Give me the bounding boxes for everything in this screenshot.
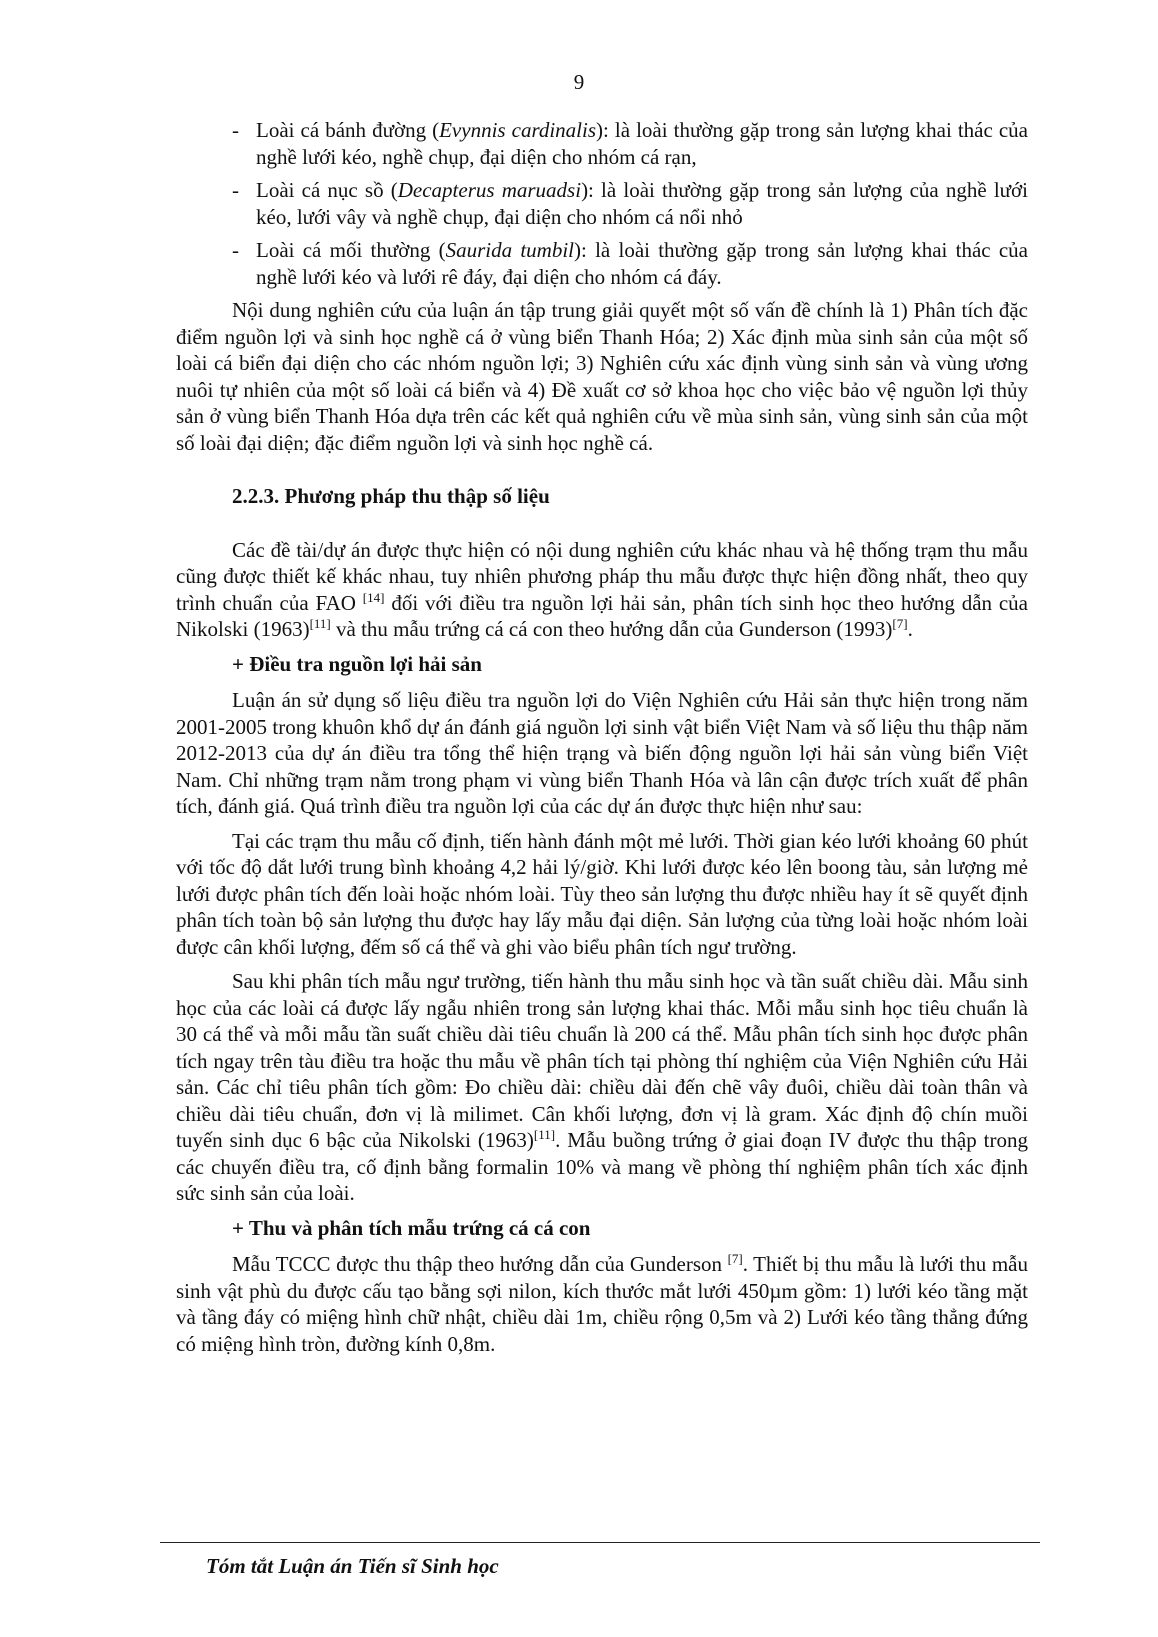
bullet-text-post: ): là loài thường gặp trong sản lượng khai thác của nghề lưới kéo và lưới rê đáy, đại diện cho nhóm cá đáy.: [256, 238, 1028, 289]
footer-divider: [160, 1542, 1040, 1543]
citation-ref: [11]: [533, 1127, 556, 1142]
bullet-text-pre: Loài cá nục sồ (: [256, 178, 398, 202]
page-body: [176, 117, 1028, 1357]
bullet-dash: -: [232, 178, 239, 202]
paragraph-survey-data: Luận án sử dụng số liệu điều tra nguồn lợi do Viện Nghiên cứu Hải sản thực hiện trong năm 2001-2005 trong khuôn khổ dự án đánh giá nguồn lợi sinh vật biển Việt Nam và số liệu thu thập năm 2012-2013 của dự án điều tra tổng thể hiện trạng và biến động nguồn lợi hải sản vùng biển Việt Nam. Chỉ những trạm nằm trong phạm vi vùng biển Thanh Hóa và lân cận được trích xuất để phân tích, đánh giá. Quá trình điều tra nguồn lợi của các dự án được thực hiện như sau:: [176, 688, 1028, 818]
bullet-text-post: ): là loài thường gặp trong sản lượng khai thác của nghề lưới kéo, nghề chụp, đại diện cho nhóm cá rạn,: [256, 118, 1028, 169]
citation-ref: [7]: [892, 616, 908, 631]
citation-ref: [11]: [309, 616, 331, 631]
text-run: và thu mẫu trứng cá cá con theo hướng dẫn của Gunderson (1993): [330, 617, 893, 641]
bullet-text: [256, 237, 1028, 290]
citation-ref: [14]: [362, 589, 385, 605]
text-run: .: [907, 617, 913, 641]
bullet-text: [256, 117, 1028, 170]
bullet-text-pre: Loài cá mối thường (: [256, 238, 446, 262]
text-run: đối với điều tra nguồn lợi hải sản, phân tích sinh học theo hướng dẫn của Nikolski (1963): [176, 590, 1028, 641]
text-run: Các đề tài/dự án được thực hiện có nội dung nghiên cứu khác nhau và hệ thống trạm thu mẫu cũng được thiết kế khác nhau, tuy nhiên phương pháp thu mẫu được thực hiện đồng nhất, theo quy trình chuẩn của FAO: [176, 537, 1028, 615]
species-name: Evynnis cardinalis: [439, 118, 597, 142]
species-name: Saurida tumbil: [445, 238, 575, 262]
text-run: Mẫu TCCC được thu thập theo hướng dẫn của Gunderson: [232, 1252, 728, 1276]
page-footer: Tóm tắt Luận án Tiến sĩ Sinh học: [206, 1554, 499, 1578]
bullet-item: [176, 117, 1028, 170]
paragraph-biology: [176, 968, 1028, 1207]
bullet-item: [176, 237, 1028, 290]
subsection-heading: + Điều tra nguồn lợi hải sản: [232, 651, 482, 676]
paragraph-survey-procedure: Tại các trạm thu mẫu cố định, tiến hành đánh một mẻ lưới. Thời gian kéo lưới khoảng 60 phút với tốc độ dắt lưới trung bình khoảng 4,2 hải lý/giờ. Khi lưới được kéo lên boong tàu, sản lượng mẻ lưới được phân tích đến loài hoặc nhóm loài. Tùy theo sản lượng thu được nhiều hay ít sẽ quyết định phân tích toàn bộ sản lượng thu được hay lấy mẫu đại diện. Sản lượng của từng loài hoặc nhóm loài được cân khối lượng, đếm số cá thể và ghi vào biểu phân tích ngư trường.: [176, 828, 1028, 959]
subsection-heading: + Thu và phân tích mẫu trứng cá cá con: [232, 1215, 591, 1240]
page-number: 9: [573, 70, 585, 94]
bullet-text-pre: Loài cá bánh đường (: [256, 118, 440, 142]
bullet-text: [256, 177, 1028, 230]
text-run: . Thiết bị thu mẫu là lưới thu mẫu sinh vật phù du được cấu tạo bằng sợi nilon, kích thước mắt lưới 450µm gồm: 1) lưới kéo tầng mặt và tầng đáy có miệng hình chữ nhật, chiều dài 1m, chiều rộng 0,5m và 2) Lưới kéo tầng thẳng đứng có miệng hình tròn, đường kính 0,8m.: [176, 1252, 1028, 1356]
species-name: Decapterus maruadsi: [397, 178, 582, 202]
bullet-dash: -: [232, 238, 239, 262]
paragraph-research-content: Nội dung nghiên cứu của luận án tập trung giải quyết một số vấn đề chính là 1) Phân tích đặc điểm nguồn lợi và sinh học nghề cá ở vùng biển Thanh Hóa; 2) Xác định mùa sinh sản của một số loài cá biển đại diện cho các nhóm nguồn lợi; 3) Nghiên cứu xác định vùng sinh sản và vùng ương nuôi tự nhiên của một số loài cá biển và 4) Đề xuất cơ sở khoa học cho việc bảo vệ nguồn lợi thủy sản ở vùng biển Thanh Hóa dựa trên các kết quả nghiên cứu về mùa sinh sản, vùng sinh sản của một số loài đại diện; đặc điểm nguồn lợi và sinh học nghề cá.: [176, 298, 1028, 455]
bullet-item: [176, 177, 1028, 230]
citation-ref: [7]: [727, 1251, 743, 1266]
bullet-text-post: ): là loài thường gặp trong sản lượng của nghề lưới kéo, lưới vây và nghề chụp, đại diện cho nhóm cá nổi nhỏ: [256, 178, 1028, 229]
text-run: . Mẫu buồng trứng ở giai đoạn IV được thu thập trong các chuyến điều tra, cố định bằng formalin 10% và mang về phòng thí nghiệm phân tích xác định sức sinh sản của loài.: [176, 1128, 1028, 1205]
paragraph-egg-sampling: [176, 1251, 1028, 1357]
bullet-dash: -: [232, 118, 239, 142]
section-heading: 2.2.3. Phương pháp thu thập số liệu: [232, 484, 550, 508]
paragraph-methods: [176, 537, 1028, 643]
text-run: Sau khi phân tích mẫu ngư trường, tiến hành thu mẫu sinh học và tần suất chiều dài. Mẫu sinh học của các loài cá được lấy ngẫu nhiên trong sản lượng khai thác. Mỗi mẫu sinh học tiêu chuẩn là 30 cá thể và mỗi mẫu tần suất chiều dài tiêu chuẩn là 200 cá thể. Mẫu phân tích sinh học được phân tích ngay trên tàu điều tra hoặc thu mẫu về phân tích tại phòng thí nghiệm của Viện Nghiên cứu Hải sản. Các chỉ tiêu phân tích gồm: Đo chiều dài: chiều dài đến chẽ vây đuôi, chiều dài toàn thân và chiều dài tiêu chuẩn, đơn vị là milimet. Cân khối lượng, đơn vị là gram. Xác định độ chín muồi tuyến sinh dục 6 bậc của Nikolski (1963): [176, 969, 1028, 1152]
